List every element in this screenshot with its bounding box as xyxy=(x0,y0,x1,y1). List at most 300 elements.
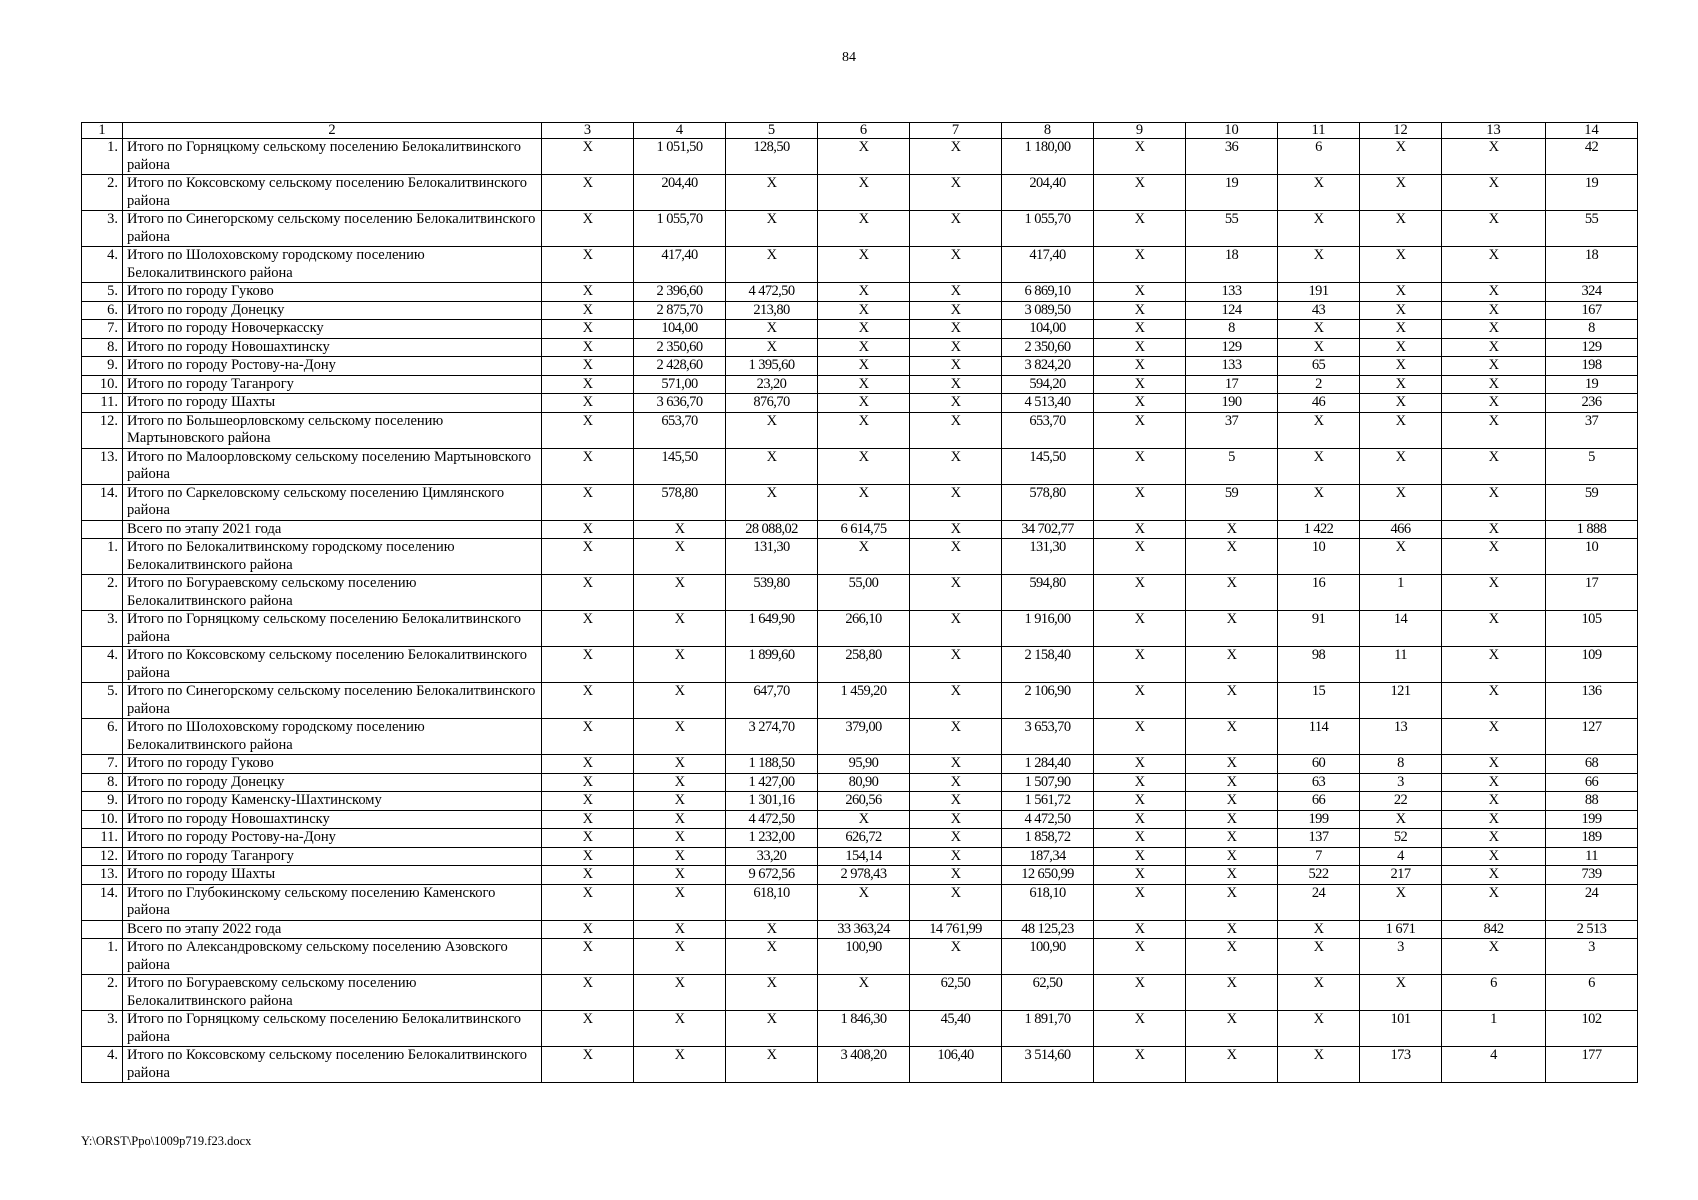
value-cell: 217 xyxy=(1360,866,1442,885)
value-cell: X xyxy=(1186,884,1278,920)
value-cell: X xyxy=(1094,539,1186,575)
value-cell: 59 xyxy=(1186,484,1278,520)
value-cell: X xyxy=(910,338,1002,357)
value-cell: 19 xyxy=(1186,175,1278,211)
value-cell: 106,40 xyxy=(910,1047,1002,1083)
row-label-cell: Итого по городу Гуково xyxy=(123,755,542,774)
value-cell: X xyxy=(542,301,634,320)
value-cell: X xyxy=(634,810,726,829)
value-cell: X xyxy=(1094,829,1186,848)
value-cell: X xyxy=(1186,520,1278,539)
row-number-cell: 4. xyxy=(82,247,123,283)
value-cell: X xyxy=(542,884,634,920)
value-cell: X xyxy=(1186,539,1278,575)
value-cell: 379,00 xyxy=(818,719,910,755)
value-cell: 2 350,60 xyxy=(1002,338,1094,357)
value-cell: 7 xyxy=(1278,847,1360,866)
value-cell: X xyxy=(726,975,818,1011)
value-cell: X xyxy=(1360,539,1442,575)
value-cell: X xyxy=(1278,920,1360,939)
table-row xyxy=(82,1011,1638,1047)
value-cell: X xyxy=(1360,283,1442,302)
value-cell: X xyxy=(726,211,818,247)
value-cell: X xyxy=(1442,575,1546,611)
table-row xyxy=(82,247,1638,283)
value-cell: 8 xyxy=(1186,320,1278,339)
value-cell: X xyxy=(726,920,818,939)
value-cell: 1 561,72 xyxy=(1002,792,1094,811)
value-cell: X xyxy=(726,320,818,339)
value-cell: 1 188,50 xyxy=(726,755,818,774)
value-cell: X xyxy=(1094,719,1186,755)
value-cell: X xyxy=(542,375,634,394)
value-cell: 48 125,23 xyxy=(1002,920,1094,939)
value-cell: X xyxy=(818,394,910,413)
value-cell: X xyxy=(542,792,634,811)
value-cell: 154,14 xyxy=(818,847,910,866)
table-row xyxy=(82,412,1638,448)
value-cell: X xyxy=(542,520,634,539)
value-cell: 145,50 xyxy=(1002,448,1094,484)
value-cell: X xyxy=(1186,792,1278,811)
row-label-cell: Всего по этапу 2021 года xyxy=(123,520,542,539)
value-cell: 2 158,40 xyxy=(1002,647,1094,683)
value-cell: 124 xyxy=(1186,301,1278,320)
value-cell: 16 xyxy=(1278,575,1360,611)
row-label-cell: Итого по городу Донецку xyxy=(123,301,542,320)
row-label-cell: Итого по Богураевскому сельскому поселению Белокалитвинского района xyxy=(123,575,542,611)
value-cell: X xyxy=(818,357,910,376)
value-cell: 15 xyxy=(1278,683,1360,719)
value-cell: 43 xyxy=(1278,301,1360,320)
column-number-header: 6 xyxy=(818,123,910,139)
value-cell: 5 xyxy=(1186,448,1278,484)
value-cell: X xyxy=(634,539,726,575)
value-cell: X xyxy=(1094,484,1186,520)
value-cell: 1 459,20 xyxy=(818,683,910,719)
value-cell: X xyxy=(1442,539,1546,575)
value-cell: 62,50 xyxy=(910,975,1002,1011)
row-number-cell: 5. xyxy=(82,683,123,719)
row-label-cell: Итого по городу Шахты xyxy=(123,394,542,413)
value-cell: X xyxy=(818,338,910,357)
value-cell: 24 xyxy=(1546,884,1638,920)
table-row xyxy=(82,394,1638,413)
value-cell: 653,70 xyxy=(1002,412,1094,448)
value-cell: X xyxy=(1442,520,1546,539)
value-cell: X xyxy=(634,847,726,866)
value-cell: 18 xyxy=(1546,247,1638,283)
value-cell: X xyxy=(1360,320,1442,339)
value-cell: X xyxy=(1278,975,1360,1011)
value-cell: X xyxy=(542,975,634,1011)
value-cell: 1 888 xyxy=(1546,520,1638,539)
value-cell: X xyxy=(1442,283,1546,302)
row-label-cell: Итого по городу Таганрогу xyxy=(123,375,542,394)
value-cell: X xyxy=(1094,792,1186,811)
value-cell: X xyxy=(1094,575,1186,611)
value-cell: X xyxy=(634,719,726,755)
value-cell: X xyxy=(634,575,726,611)
row-label-cell: Итого по Горняцкому сельскому поселению Белокалитвинского района xyxy=(123,139,542,175)
row-label-cell: Итого по Шолоховскому городскому поселению Белокалитвинского района xyxy=(123,247,542,283)
value-cell: X xyxy=(1094,884,1186,920)
value-cell: X xyxy=(726,1011,818,1047)
row-number-cell: 1. xyxy=(82,139,123,175)
value-cell: 1 301,16 xyxy=(726,792,818,811)
value-cell: X xyxy=(542,939,634,975)
table-row xyxy=(82,175,1638,211)
value-cell: X xyxy=(726,412,818,448)
value-cell: 177 xyxy=(1546,1047,1638,1083)
value-cell: X xyxy=(542,338,634,357)
value-cell: 2 513 xyxy=(1546,920,1638,939)
value-cell: X xyxy=(1278,338,1360,357)
value-cell: X xyxy=(1360,301,1442,320)
stage-total-row xyxy=(82,520,1638,539)
value-cell: 173 xyxy=(1360,1047,1442,1083)
value-cell: X xyxy=(910,575,1002,611)
page-number: 84 xyxy=(842,50,856,65)
value-cell: X xyxy=(910,211,1002,247)
value-cell: X xyxy=(634,647,726,683)
value-cell: X xyxy=(1360,412,1442,448)
value-cell: X xyxy=(910,847,1002,866)
value-cell: 3 089,50 xyxy=(1002,301,1094,320)
value-cell: X xyxy=(542,755,634,774)
table-row xyxy=(82,810,1638,829)
value-cell: X xyxy=(542,773,634,792)
table-row xyxy=(82,448,1638,484)
value-cell: 37 xyxy=(1546,412,1638,448)
value-cell: X xyxy=(1442,773,1546,792)
value-cell: 1 899,60 xyxy=(726,647,818,683)
table-row xyxy=(82,139,1638,175)
value-cell: 466 xyxy=(1360,520,1442,539)
file-path-footer: Y:\ORST\Ppo\1009p719.f23.docx xyxy=(81,1134,252,1148)
value-cell: X xyxy=(910,520,1002,539)
value-cell: X xyxy=(910,484,1002,520)
column-number-header: 14 xyxy=(1546,123,1638,139)
column-number-header: 12 xyxy=(1360,123,1442,139)
row-number-cell: 12. xyxy=(82,412,123,448)
value-cell: X xyxy=(818,247,910,283)
value-cell: X xyxy=(1360,975,1442,1011)
value-cell: 104,00 xyxy=(634,320,726,339)
value-cell: X xyxy=(726,1047,818,1083)
row-number-cell: 6. xyxy=(82,301,123,320)
row-number-cell: 4. xyxy=(82,647,123,683)
value-cell: X xyxy=(542,448,634,484)
value-cell: X xyxy=(542,247,634,283)
value-cell: X xyxy=(1442,755,1546,774)
value-cell: 3 xyxy=(1360,773,1442,792)
value-cell: X xyxy=(1186,866,1278,885)
value-cell: X xyxy=(1442,394,1546,413)
value-cell: X xyxy=(818,448,910,484)
value-cell: 109 xyxy=(1546,647,1638,683)
value-cell: X xyxy=(1442,611,1546,647)
value-cell: X xyxy=(1360,448,1442,484)
value-cell: 1 xyxy=(1360,575,1442,611)
row-label-cell: Итого по Большеорловскому сельскому поселению Мартыновского района xyxy=(123,412,542,448)
value-cell: 199 xyxy=(1546,810,1638,829)
value-cell: 1 284,40 xyxy=(1002,755,1094,774)
value-cell: 129 xyxy=(1186,338,1278,357)
value-cell: X xyxy=(1094,247,1186,283)
value-cell: 1 671 xyxy=(1360,920,1442,939)
value-cell: X xyxy=(910,755,1002,774)
table-row xyxy=(82,575,1638,611)
value-cell: 28 088,02 xyxy=(726,520,818,539)
table-row xyxy=(82,320,1638,339)
value-cell: X xyxy=(542,810,634,829)
value-cell: X xyxy=(1360,338,1442,357)
value-cell: X xyxy=(1094,520,1186,539)
row-number-cell: 12. xyxy=(82,847,123,866)
value-cell: X xyxy=(1278,247,1360,283)
value-cell: X xyxy=(542,283,634,302)
row-number-cell xyxy=(82,520,123,539)
value-cell: 91 xyxy=(1278,611,1360,647)
value-cell: X xyxy=(1278,320,1360,339)
value-cell: 213,80 xyxy=(726,301,818,320)
table-row xyxy=(82,755,1638,774)
row-label-cell: Итого по Александровскому сельскому поселению Азовского района xyxy=(123,939,542,975)
value-cell: X xyxy=(634,755,726,774)
value-cell: 2 978,43 xyxy=(818,866,910,885)
column-number-header: 4 xyxy=(634,123,726,139)
value-cell: 1 507,90 xyxy=(1002,773,1094,792)
row-number-cell: 7. xyxy=(82,320,123,339)
table-row xyxy=(82,301,1638,320)
value-cell: X xyxy=(1442,375,1546,394)
value-cell: X xyxy=(1186,719,1278,755)
value-cell: X xyxy=(1094,139,1186,175)
value-cell: X xyxy=(910,611,1002,647)
value-cell: X xyxy=(1186,847,1278,866)
value-cell: X xyxy=(1278,175,1360,211)
value-cell: X xyxy=(542,139,634,175)
value-cell: 198 xyxy=(1546,357,1638,376)
value-cell: X xyxy=(910,394,1002,413)
value-cell: X xyxy=(1442,211,1546,247)
value-cell: X xyxy=(1442,139,1546,175)
value-cell: X xyxy=(1094,1047,1186,1083)
value-cell: X xyxy=(1442,247,1546,283)
value-cell: 129 xyxy=(1546,338,1638,357)
value-cell: 62,50 xyxy=(1002,975,1094,1011)
value-cell: X xyxy=(726,939,818,975)
value-cell: 42 xyxy=(1546,139,1638,175)
row-label-cell: Итого по Белокалитвинскому городскому поселению Белокалитвинского района xyxy=(123,539,542,575)
value-cell: 653,70 xyxy=(634,412,726,448)
value-cell: 95,90 xyxy=(818,755,910,774)
value-cell: X xyxy=(1360,394,1442,413)
value-cell: X xyxy=(910,539,1002,575)
value-cell: 137 xyxy=(1278,829,1360,848)
row-number-cell: 9. xyxy=(82,357,123,376)
table-row xyxy=(82,975,1638,1011)
value-cell: 23,20 xyxy=(726,375,818,394)
value-cell: 11 xyxy=(1546,847,1638,866)
value-cell: 3 514,60 xyxy=(1002,1047,1094,1083)
value-cell: X xyxy=(1094,773,1186,792)
value-cell: X xyxy=(1094,683,1186,719)
value-cell: 55 xyxy=(1186,211,1278,247)
value-cell: 1 051,50 xyxy=(634,139,726,175)
value-cell: X xyxy=(1186,829,1278,848)
value-cell: X xyxy=(818,320,910,339)
value-cell: 8 xyxy=(1360,755,1442,774)
value-cell: 46 xyxy=(1278,394,1360,413)
value-cell: 626,72 xyxy=(818,829,910,848)
table-row xyxy=(82,939,1638,975)
value-cell: 19 xyxy=(1546,375,1638,394)
row-number-cell: 7. xyxy=(82,755,123,774)
value-cell: X xyxy=(1278,1047,1360,1083)
value-cell: X xyxy=(1186,611,1278,647)
value-cell: 133 xyxy=(1186,283,1278,302)
value-cell: 18 xyxy=(1186,247,1278,283)
table-row xyxy=(82,357,1638,376)
table-row xyxy=(82,719,1638,755)
value-cell: X xyxy=(1094,211,1186,247)
value-cell: 6 xyxy=(1546,975,1638,1011)
value-cell: X xyxy=(1094,920,1186,939)
value-cell: X xyxy=(726,484,818,520)
table-row xyxy=(82,338,1638,357)
value-cell: 36 xyxy=(1186,139,1278,175)
value-cell: X xyxy=(910,810,1002,829)
value-cell: 14 761,99 xyxy=(910,920,1002,939)
table-row xyxy=(82,611,1638,647)
value-cell: 647,70 xyxy=(726,683,818,719)
value-cell: 33 363,24 xyxy=(818,920,910,939)
value-cell: 417,40 xyxy=(634,247,726,283)
row-number-cell: 3. xyxy=(82,1011,123,1047)
value-cell: X xyxy=(818,375,910,394)
value-cell: X xyxy=(1186,683,1278,719)
value-cell: 37 xyxy=(1186,412,1278,448)
value-cell: 3 274,70 xyxy=(726,719,818,755)
row-number-cell: 13. xyxy=(82,448,123,484)
value-cell: X xyxy=(542,829,634,848)
value-cell: X xyxy=(542,320,634,339)
value-cell: X xyxy=(1360,211,1442,247)
value-cell: X xyxy=(818,175,910,211)
value-cell: X xyxy=(1278,1011,1360,1047)
value-cell: X xyxy=(542,611,634,647)
value-cell: 324 xyxy=(1546,283,1638,302)
row-number-cell: 9. xyxy=(82,792,123,811)
value-cell: X xyxy=(910,719,1002,755)
row-label-cell: Итого по Синегорскому сельскому поселению Белокалитвинского района xyxy=(123,683,542,719)
value-cell: X xyxy=(634,792,726,811)
value-cell: 199 xyxy=(1278,810,1360,829)
row-number-cell: 10. xyxy=(82,810,123,829)
row-label-cell: Итого по Горняцкому сельскому поселению Белокалитвинского района xyxy=(123,611,542,647)
value-cell: X xyxy=(1360,139,1442,175)
row-number-cell: 8. xyxy=(82,338,123,357)
value-cell: 63 xyxy=(1278,773,1360,792)
value-cell: X xyxy=(1094,394,1186,413)
value-cell: 5 xyxy=(1546,448,1638,484)
value-cell: 88 xyxy=(1546,792,1638,811)
value-cell: 128,50 xyxy=(726,139,818,175)
row-number-cell: 6. xyxy=(82,719,123,755)
table-row xyxy=(82,829,1638,848)
value-cell: 618,10 xyxy=(1002,884,1094,920)
value-cell: 4 472,50 xyxy=(726,283,818,302)
value-cell: 17 xyxy=(1186,375,1278,394)
value-cell: 17 xyxy=(1546,575,1638,611)
value-cell: X xyxy=(542,920,634,939)
value-cell: 34 702,77 xyxy=(1002,520,1094,539)
value-cell: X xyxy=(1094,301,1186,320)
value-cell: 3 408,20 xyxy=(818,1047,910,1083)
value-cell: 1 055,70 xyxy=(634,211,726,247)
value-cell: X xyxy=(910,375,1002,394)
value-cell: X xyxy=(1360,357,1442,376)
row-label-cell: Итого по городу Новошахтинску xyxy=(123,338,542,357)
value-cell: X xyxy=(1360,884,1442,920)
value-cell: X xyxy=(818,139,910,175)
value-cell: 1 xyxy=(1442,1011,1546,1047)
value-cell: 4 472,50 xyxy=(726,810,818,829)
value-cell: X xyxy=(1442,884,1546,920)
value-cell: X xyxy=(910,320,1002,339)
value-cell: 102 xyxy=(1546,1011,1638,1047)
row-number-cell: 2. xyxy=(82,975,123,1011)
value-cell: 3 xyxy=(1360,939,1442,975)
value-cell: 13 xyxy=(1360,719,1442,755)
value-cell: X xyxy=(1186,647,1278,683)
value-cell: X xyxy=(1094,647,1186,683)
value-cell: 4 xyxy=(1442,1047,1546,1083)
value-cell: 1 180,00 xyxy=(1002,139,1094,175)
value-cell: X xyxy=(726,175,818,211)
value-cell: 204,40 xyxy=(1002,175,1094,211)
column-number-header: 5 xyxy=(726,123,818,139)
value-cell: X xyxy=(1094,175,1186,211)
value-cell: X xyxy=(542,412,634,448)
value-cell: X xyxy=(726,247,818,283)
value-cell: X xyxy=(818,539,910,575)
value-cell: 876,70 xyxy=(726,394,818,413)
value-cell: 6 xyxy=(1278,139,1360,175)
row-label-cell: Итого по городу Ростову-на-Дону xyxy=(123,357,542,376)
value-cell: 55,00 xyxy=(818,575,910,611)
column-number-header: 2 xyxy=(123,123,542,139)
row-number-cell: 11. xyxy=(82,394,123,413)
value-cell: 4 xyxy=(1360,847,1442,866)
table-row xyxy=(82,484,1638,520)
value-cell: X xyxy=(1186,975,1278,1011)
value-cell: X xyxy=(634,611,726,647)
value-cell: 578,80 xyxy=(1002,484,1094,520)
value-cell: 539,80 xyxy=(726,575,818,611)
row-number-cell: 5. xyxy=(82,283,123,302)
value-cell: X xyxy=(1442,683,1546,719)
value-cell: X xyxy=(1094,611,1186,647)
value-cell: 1 649,90 xyxy=(726,611,818,647)
value-cell: X xyxy=(1278,484,1360,520)
value-cell: X xyxy=(1360,375,1442,394)
value-cell: 55 xyxy=(1546,211,1638,247)
value-cell: X xyxy=(818,975,910,1011)
table-row xyxy=(82,683,1638,719)
